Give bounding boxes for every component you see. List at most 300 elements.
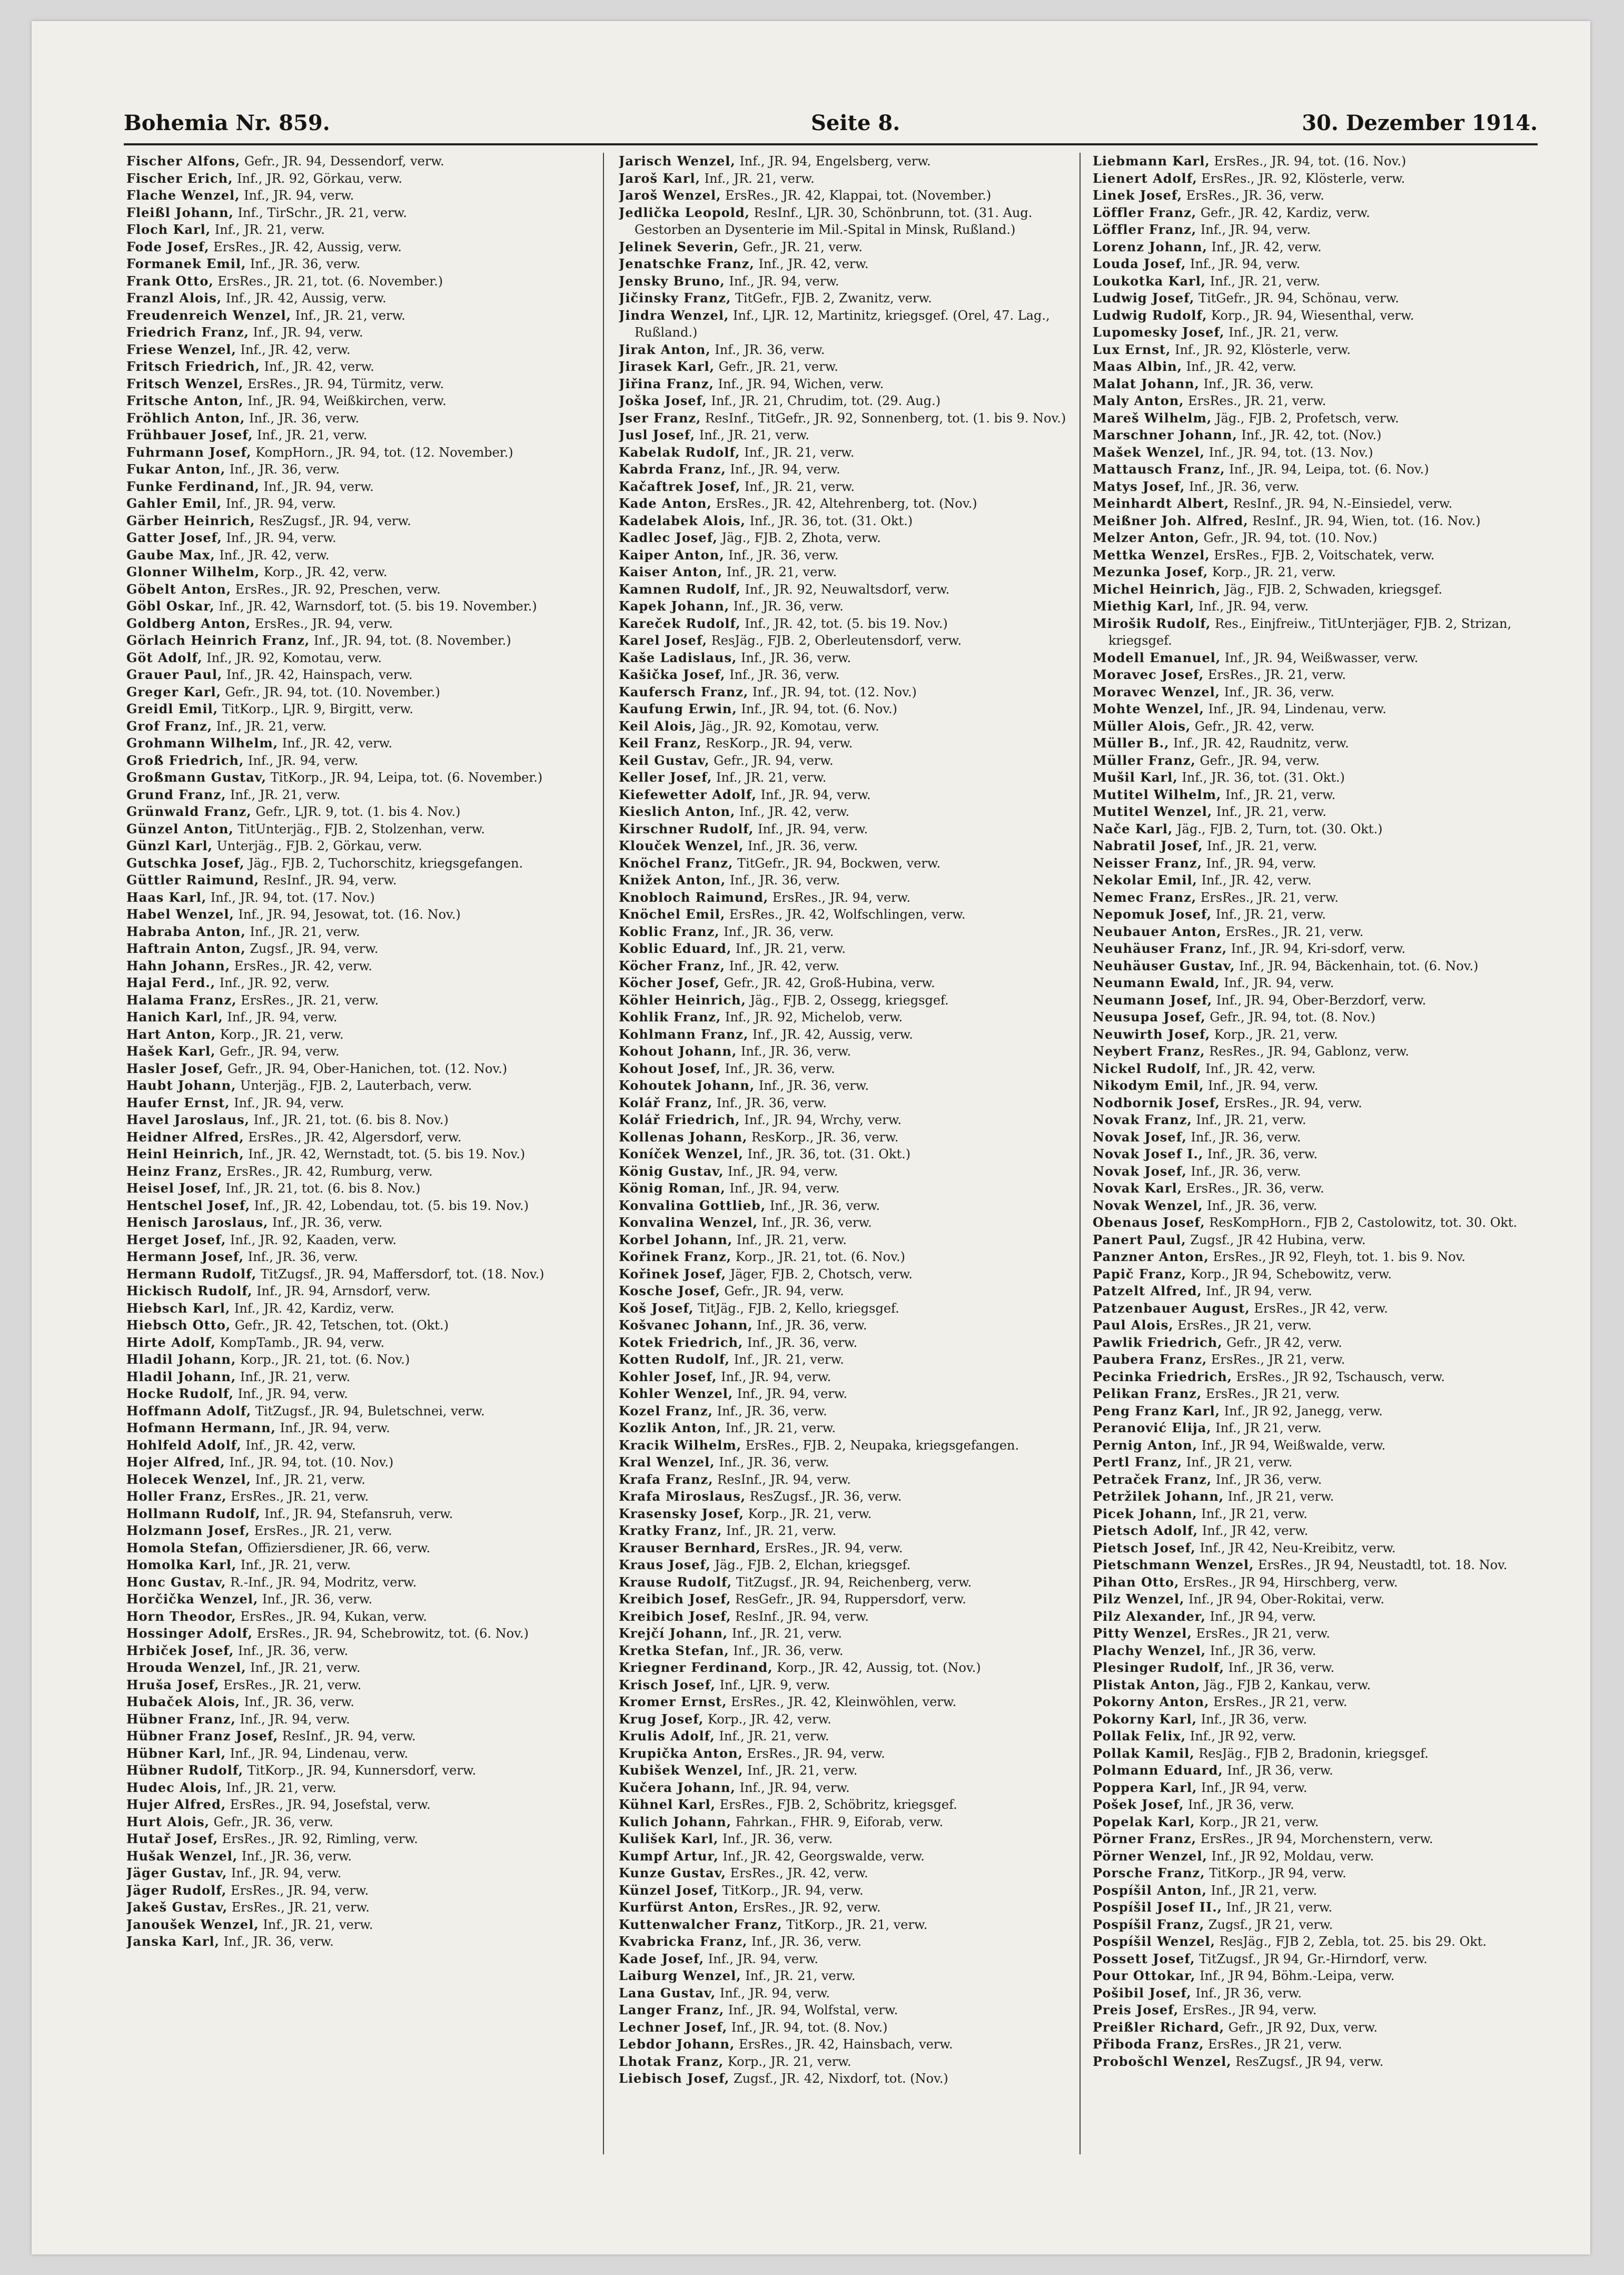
casualty-details: Inf., JR. 92, Klösterle, verw. [1174,342,1351,357]
casualty-name: Knöchel Franz, [619,855,734,871]
casualty-details: Inf., JR 36, verw. [1201,1711,1308,1727]
casualty-entry [1093,1899,1538,1916]
column-2 [619,153,1074,2154]
casualty-name: Ludwig Josef, [1093,290,1195,306]
casualty-details: Inf., JR. 21, verw. [295,308,405,323]
casualty-name: Hušak Wenzel, [126,1848,238,1864]
casualty-name: Göbelt Anton, [126,581,232,597]
casualty-details: Inf., JR 94, verw. [1206,1284,1312,1298]
casualty-name: Funke Ferdinand, [126,478,260,494]
casualty-name: Pilz Wenzel, [1093,1591,1185,1607]
casualty-entry [1093,684,1538,701]
casualty-details: Inf., JR. 94, verw. [1190,257,1301,271]
casualty-entry [126,1146,582,1163]
casualty-details: Korp., JR. 21, verw. [748,1506,872,1521]
casualty-entry [1093,1283,1538,1300]
casualty-name: Jirak Anton, [619,341,711,357]
casualty-entry [1093,1197,1538,1215]
casualty-name: Jindra Wenzel, [619,307,729,323]
casualty-entry [1093,1043,1538,1060]
casualty-details: Jäg., FJB. 2, Tuchorschitz, kriegsgefangen. [249,855,523,871]
casualty-entry [619,974,1074,992]
casualty-entry [1093,221,1538,239]
casualty-entry [126,940,582,958]
casualty-name: Kadlec Josef, [619,530,718,545]
casualty-details: Inf., TirSchr., JR. 21, verw. [237,205,407,220]
casualty-entry [1093,1762,1538,1779]
casualty-name: Kořinek Josef, [619,1266,727,1282]
casualty-details: Inf., JR. 21, verw. [214,222,325,237]
casualty-details: Inf., JR. 21, verw. [257,428,368,442]
casualty-entry [619,1899,1074,1916]
casualty-entry [126,1317,582,1334]
casualty-name: Hanich Karl, [126,1009,223,1025]
casualty-details: Inf., JR. 94, verw. [730,462,840,477]
casualty-name: Maly Anton, [1093,393,1184,408]
casualty-entry [619,444,1074,461]
casualty-entry [1093,1574,1538,1591]
casualty-details: Inf., JR 21, verw. [1186,1455,1293,1470]
casualty-details: TitKorp., LJR. 9, Birgitt, verw. [222,702,413,716]
casualty-details: TitGefr., FJB. 2, Zwanitz, verw. [735,291,932,306]
casualty-name: König Roman, [619,1180,726,1196]
casualty-details: Zugsf., JR 42 Hubina, verw. [1190,1232,1366,1247]
casualty-name: Kuttenwalcher Franz, [619,1916,783,1932]
casualty-entry [1093,444,1538,461]
casualty-details: Gefr., JR. 94, verw. [714,753,834,768]
casualty-name: Novak Wenzel, [1093,1197,1203,1213]
casualty-details: ErsRes., JR 21, verw. [1177,1318,1312,1333]
casualty-entry [126,324,582,341]
casualty-entry [1093,1317,1538,1334]
casualty-entry [126,1642,582,1660]
casualty-name: König Gustav, [619,1163,724,1179]
casualty-name: Fode Josef, [126,239,210,254]
casualty-entry [1093,1180,1538,1197]
casualty-details: Inf., JR. 21, verw. [726,565,837,579]
casualty-details: ErsRes., JR. 42, verw. [234,958,372,973]
casualty-entry [619,1403,1074,1420]
casualty-details: Inf., JR. 36, verw. [733,1643,844,1658]
casualty-name: Kolář Friedrich, [619,1112,740,1127]
casualty-details: Inf., JR. 94, verw. [253,325,363,340]
casualty-entry [619,341,1074,359]
casualty-details: ErsRes., JR. 94, verw. [772,890,910,905]
casualty-details: Inf., JR. 94, verw. [719,1985,830,2001]
casualty-details: Inf., JR. 94, Wolfstal, verw. [728,2003,898,2017]
casualty-details: Inf., JR. 94, verw. [1206,855,1316,871]
casualty-name: Popelak Karl, [1093,1814,1195,1829]
casualty-details: Jäg., FJB. 2, Schwaden, kriegsgef. [1224,582,1442,597]
casualty-name: Müller Franz, [1093,752,1196,768]
casualty-entry [619,1317,1074,1334]
casualty-details: ErsRes., FJB. 2, Neupaka, kriegsgefangen. [745,1437,1019,1453]
casualty-details: TitZugsf., JR. 94, Maffersdorf, tot. (18. Nov.) [260,1266,544,1282]
casualty-name: Mezunka Josef, [1093,564,1209,579]
casualty-entry [126,1916,582,1934]
casualty-entry [619,153,1074,170]
casualty-name: Petraček Franz, [1093,1471,1212,1487]
casualty-details: Inf., JR. 92, Michelob, verw. [725,1010,903,1025]
casualty-name: Kohlmann Franz, [619,1026,749,1042]
casualty-name: Liebisch Josef, [619,2071,730,2086]
casualty-entry [126,735,582,752]
casualty-entry [619,581,1074,598]
casualty-name: Kulišek Karl, [619,1831,719,1846]
casualty-entry [126,1865,582,1882]
casualty-name: Korbel Johann, [619,1232,733,1247]
casualty-entry [619,204,1074,239]
casualty-name: Hurt Alois, [126,1814,210,1829]
casualty-details: Inf., JR. 36, verw. [722,1831,833,1846]
casualty-details: ErsRes., JR. 42, Wolfschlingen, verw. [729,907,966,922]
casualty-name: Krejčí Johann, [619,1626,728,1641]
casualty-details: ErsRes., JR 21, verw. [1213,1695,1348,1709]
casualty-name: Krulis Adolf, [619,1728,715,1744]
casualty-details: Korp., JR 21, verw. [1199,1814,1319,1829]
casualty-entry [619,718,1074,735]
casualty-name: Kamnen Rudolf, [619,581,741,597]
casualty-entry [126,581,582,598]
casualty-details: Inf., JR. 94, verw. [280,1421,390,1435]
casualty-entry [1093,701,1538,718]
casualty-entry [126,838,582,855]
casualty-name: Konvalina Wenzel, [619,1215,758,1230]
casualty-name: Haufer Ernst, [126,1095,230,1110]
casualty-details: ErsRes., JR. 42, Rumburg, verw. [226,1164,433,1179]
casualty-entry [126,872,582,889]
casualty-entry [1093,803,1538,821]
casualty-entry [619,1009,1074,1026]
casualty-details: ErsRes., JR. 21, verw. [254,1523,392,1538]
casualty-entry [619,1043,1074,1060]
casualty-name: Janoušek Wenzel, [126,1916,259,1932]
casualty-entry [619,598,1074,615]
casualty-entry [126,273,582,290]
casualty-entry [619,187,1074,204]
casualty-entry [619,1283,1074,1300]
casualty-entry [126,1009,582,1026]
casualty-name: Pernig Anton, [1093,1437,1197,1453]
casualty-entry [619,666,1074,684]
casualty-details: Inf., JR. 42, tot. (5. bis 19. Nov.) [745,616,948,631]
casualty-details: ErsRes., JR. 94, verw. [747,1746,885,1761]
casualty-name: Kotek Friedrich, [619,1334,744,1350]
casualty-name: Keil Alois, [619,718,697,734]
casualty-name: Hübner Rudolf, [126,1762,244,1778]
casualty-details: Inf., JR 36, verw. [1210,1643,1316,1658]
casualty-entry [619,1488,1074,1505]
casualty-details: ErsRes., JR. 21, verw. [231,1900,370,1915]
casualty-name: Patzenbauer August, [1093,1300,1250,1316]
casualty-entry [1093,821,1538,838]
casualty-entry [619,1882,1074,1899]
casualty-entry [1093,615,1538,649]
casualty-details: Inf., JR. 42, verw. [219,547,330,563]
casualty-entry [619,1779,1074,1797]
casualty-details: ResKompHorn., FJB 2, Castolowitz, tot. 30. Okt. [1209,1215,1518,1230]
casualty-details: Inf., JR. 94, verw. [721,1369,831,1384]
casualty-details: Inf., JR 36, verw. [1215,1472,1322,1487]
casualty-entry [1093,666,1538,684]
casualty-name: Kaše Ladislaus, [619,649,737,665]
casualty-details: ErsRes., JR. 94, verw. [254,616,393,631]
casualty-name: Kabrda Franz, [619,461,726,477]
casualty-entry [619,307,1074,341]
casualty-entry [619,255,1074,273]
casualty-details: Inf., JR. 36, verw. [229,462,340,477]
casualty-entry [1093,1557,1538,1574]
casualty-details: Inf., JR. 36, verw. [250,257,361,271]
casualty-details: ErsRes., JR. 94, Türmitz, verw. [247,376,444,391]
casualty-entry [619,803,1074,821]
casualty-details: Inf., JR. 92, Neuwaltsdorf, verw. [745,582,950,597]
casualty-details: Inf., JR. 94, verw. [240,1711,350,1727]
casualty-entry [1093,923,1538,941]
casualty-name: Günzel Anton, [126,821,234,836]
casualty-details: Inf., JR 21, verw. [1201,1506,1308,1521]
casualty-details: Inf., JR. 36, verw. [761,1215,872,1230]
casualty-details: ErsRes., JR 94, verw. [1182,2003,1317,2017]
casualty-name: Hajal Ferd., [126,975,216,990]
casualty-name: Nabratil Josef, [1093,838,1203,853]
casualty-entry [1093,1693,1538,1711]
casualty-name: Kade Josef, [619,1951,705,1966]
casualty-name: Fischer Erich, [126,170,233,186]
casualty-entry [1093,1848,1538,1865]
casualty-details: ErsRes., JR. 42, Klappai, tot. (November.) [725,188,992,203]
casualty-details: ErsRes., JR. 21, verw. [241,992,379,1008]
casualty-details: Inf., JR. 94, verw. [231,1866,342,1880]
casualty-details: ResJäg., FJB 2, Zebla, tot. 25. bis 29. Okt. [1219,1934,1487,1949]
casualty-details: Inf., JR. 36, verw. [244,1695,354,1709]
casualty-entry [619,958,1074,975]
casualty-details: Inf., JR. 36, verw. [272,1215,383,1230]
casualty-name: Kořinek Franz, [619,1249,732,1264]
casualty-name: Frank Otto, [126,273,214,289]
casualty-name: Kieslich Anton, [619,804,736,819]
casualty-details: Inf., JR 92, Janegg, verw. [1224,1403,1383,1419]
casualty-name: Louda Josef, [1093,256,1186,271]
casualty-details: ErsRes., JR. 94, Josefstal, verw. [230,1797,431,1812]
casualty-entry [619,889,1074,907]
casualty-details: ErsRes., JR. 21, verw. [1200,890,1339,905]
casualty-entry [619,1951,1074,1968]
casualty-name: Mattausch Franz, [1093,461,1225,477]
casualty-name: Krupička Anton, [619,1745,743,1761]
casualty-entry [619,1129,1074,1146]
casualty-details: ErsRes., JR. 94, tot. (16. Nov.) [1214,154,1407,169]
casualty-name: Meinhardt Albert, [1093,496,1230,511]
casualty-name: Pelikan Franz, [1093,1386,1202,1401]
casualty-entry [1093,1830,1538,1848]
casualty-details: Inf., JR. 21, tot. (6. bis 8. Nov.) [225,1181,421,1196]
casualty-details: Gefr., JR. 94, tot. (8. Nov.) [1210,1010,1376,1025]
casualty-details: TitKorp., JR. 21, verw. [786,1917,928,1932]
casualty-details: Inf., JR. 36, verw. [757,1318,867,1333]
casualty-details: ErsRes., JR. 94, Schebrowitz, tot. (6. Nov.) [256,1626,529,1641]
casualty-name: Grauer Paul, [126,667,223,682]
casualty-entry [126,855,582,872]
casualty-details: Inf., JR. 94, verw. [758,821,868,836]
casualty-entry [1093,752,1538,770]
casualty-name: Poppera Karl, [1093,1779,1197,1795]
casualty-name: Jser Franz, [619,410,701,426]
casualty-entry [126,1574,582,1591]
casualty-name: Kreibich Josef, [619,1608,731,1624]
casualty-details: Gefr., JR 92, Dux, verw. [1228,2020,1378,2035]
casualty-name: Grünwald Franz, [126,804,252,819]
casualty-entry [1093,940,1538,958]
casualty-entry [1093,1967,1538,1985]
casualty-name: Hoffmann Adolf, [126,1403,252,1419]
casualty-details: Inf., JR. 36, tot. (31. Okt.) [747,1147,911,1161]
casualty-entry [1093,735,1538,752]
casualty-entry [1093,855,1538,872]
casualty-entry [126,786,582,804]
casualty-entry [126,461,582,478]
casualty-details: Inf., JR. 94, verw. [1200,222,1311,237]
casualty-details: Inf., JR. 94, verw. [234,1095,344,1110]
casualty-entry [619,2053,1074,2071]
casualty-details: Inf., JR. 36, verw. [716,1095,827,1110]
casualty-entry [619,1385,1074,1403]
casualty-details: Inf., JR. 42, verw. [1201,873,1312,888]
casualty-details: Inf., JR. 36, verw. [1207,1147,1318,1161]
casualty-name: Jenatschke Franz, [619,256,755,271]
casualty-details: Jäg., FJB. 2, Zhota, verw. [721,530,881,545]
casualty-details: Korp., JR 94, Schebowitz, verw. [1190,1266,1392,1282]
casualty-details: ResJäg., FJB. 2, Oberleutensdorf, verw. [711,633,962,648]
casualty-name: Kohlik Franz, [619,1009,721,1025]
casualty-name: Jensky Bruno, [619,273,725,289]
casualty-name: Güttler Raimund, [126,872,260,888]
casualty-details: Zugsf., JR. 42, Nixdorf, tot. (Nov.) [734,2071,948,2086]
casualty-details: Inf., JR. 42, Wernstadt, tot. (5. bis 19. Nov.) [248,1147,526,1161]
casualty-entry [619,1146,1074,1163]
casualty-details: ErsRes., FJB. 2, Voitschatek, verw. [1214,547,1435,563]
casualty-details: Inf., LJR. 12, Martinitz, kriegsgef. (Orel, 47. Lag., Rußland.) [635,308,1050,340]
casualty-entry [619,392,1074,410]
casualty-name: Hladil Johann, [126,1352,236,1367]
casualty-name: Löffler Franz, [1093,204,1197,220]
casualty-name: Mutitel Wilhelm, [1093,786,1222,802]
casualty-name: Groß Friedrich, [126,752,244,768]
casualty-entry [126,632,582,649]
casualty-name: Kohout Josef, [619,1060,721,1076]
casualty-name: Hojer Alfred, [126,1454,225,1470]
casualty-details: ResInf., JR. 94, verw. [735,1609,869,1624]
casualty-entry [126,974,582,992]
casualty-details: Inf., JR. 36, verw. [1191,1129,1301,1145]
casualty-details: Inf., JR. 94, verw. [244,188,354,203]
casualty-details: ErsRes., JR. 92, Klösterle, verw. [1201,171,1405,186]
casualty-name: Hossinger Adolf, [126,1626,253,1641]
casualty-name: Holecek Wenzel, [126,1471,252,1487]
casualty-details: Inf., JR. 94, Wrchy, verw. [744,1112,902,1127]
casualty-name: Kollenas Johann, [619,1129,748,1145]
casualty-entry [1093,1420,1538,1437]
casualty-entry [619,1471,1074,1489]
casualty-entry [126,1693,582,1711]
casualty-entry [1093,410,1538,427]
casualty-entry [126,495,582,513]
casualty-entry [619,1591,1074,1608]
casualty-details: Inf., JR. 42, verw. [1186,359,1296,374]
column-1 [126,153,582,2154]
casualty-details: Inf., JR. 21, verw. [744,479,855,494]
casualty-name: Hübner Franz, [126,1711,236,1727]
casualty-entry [126,821,582,838]
casualty-name: Hiebsch Karl, [126,1300,231,1316]
casualty-name: Neusupa Josef, [1093,1009,1206,1025]
casualty-name: Müller Alois, [1093,718,1191,734]
casualty-details: Inf., JR. 94, verw. [237,1386,348,1401]
casualty-entry [126,1351,582,1368]
casualty-entry [619,1505,1074,1523]
casualty-name: Kadelabek Alois, [619,513,746,528]
casualty-entry [1093,1146,1538,1163]
casualty-entry [126,1933,582,1951]
casualty-details: Inf., JR. 36, verw. [717,1403,827,1419]
casualty-entry [126,221,582,239]
casualty-name: Mettka Wenzel, [1093,547,1210,563]
casualty-entry [619,786,1074,804]
casualty-details: ResJäg., FJB 2, Bradonin, kriegsgef. [1199,1746,1429,1761]
casualty-name: Plachy Wenzel, [1093,1642,1206,1658]
casualty-name: Klouček Wenzel, [619,838,744,853]
casualty-entry [1093,1796,1538,1814]
casualty-details: ErsRes., JR. 42, Kleinwöhlen, verw. [731,1695,957,1709]
casualty-name: Kohout Johann, [619,1043,737,1059]
casualty-entry [619,2070,1074,2087]
casualty-name: Picek Johann, [1093,1505,1197,1521]
casualty-details: Inf., JR. 21, verw. [735,941,846,956]
casualty-entry [1093,1368,1538,1386]
casualty-name: Obenaus Josef, [1093,1215,1205,1230]
casualty-entry [1093,513,1538,530]
casualty-details: ErsRes., JR. 21, verw. [223,1677,362,1692]
casualty-details: Inf., JR. 94, tot. (13. Nov.) [1209,445,1373,460]
casualty-details: Inf., JR. 36, verw. [729,667,840,682]
casualty-name: Preißler Richard, [1093,2019,1225,2035]
casualty-entry [1093,769,1538,786]
casualty-entry [1093,1677,1538,1694]
casualty-details: ErsRes., JR. 21, verw. [231,1489,369,1504]
casualty-details: ErsRes., JR. 21, verw. [1225,924,1364,939]
casualty-details: Korp., JR. 21, tot. (6. Nov.) [735,1249,905,1264]
casualty-name: Hohlfeld Adolf, [126,1437,242,1453]
casualty-details: Inf., JR. 42, Lobendau, tot. (5. bis 19. Nov.) [254,1198,529,1213]
casualty-name: Krasensky Josef, [619,1505,745,1521]
casualty-details: Inf., JR. 94, Weißwasser, verw. [1224,650,1419,665]
casualty-entry [619,427,1074,444]
casualty-name: Kapek Johann, [619,598,730,614]
casualty-entry [619,1677,1074,1694]
casualty-entry [619,1060,1074,1078]
casualty-name: Formanek Emil, [126,256,246,271]
casualty-name: Gärber Heinrich, [126,513,255,528]
casualty-name: Kačaftrek Josef, [619,478,741,494]
casualty-entry [1093,1077,1538,1095]
casualty-entry [1093,2053,1538,2071]
casualty-details: Inf., JR. 21, verw. [263,1917,373,1932]
casualty-entry [619,2002,1074,2019]
casualty-name: Nekolar Emil, [1093,872,1197,888]
casualty-entry [126,1248,582,1266]
casualty-entry [1093,1505,1538,1523]
casualty-name: Kaiser Anton, [619,564,723,579]
